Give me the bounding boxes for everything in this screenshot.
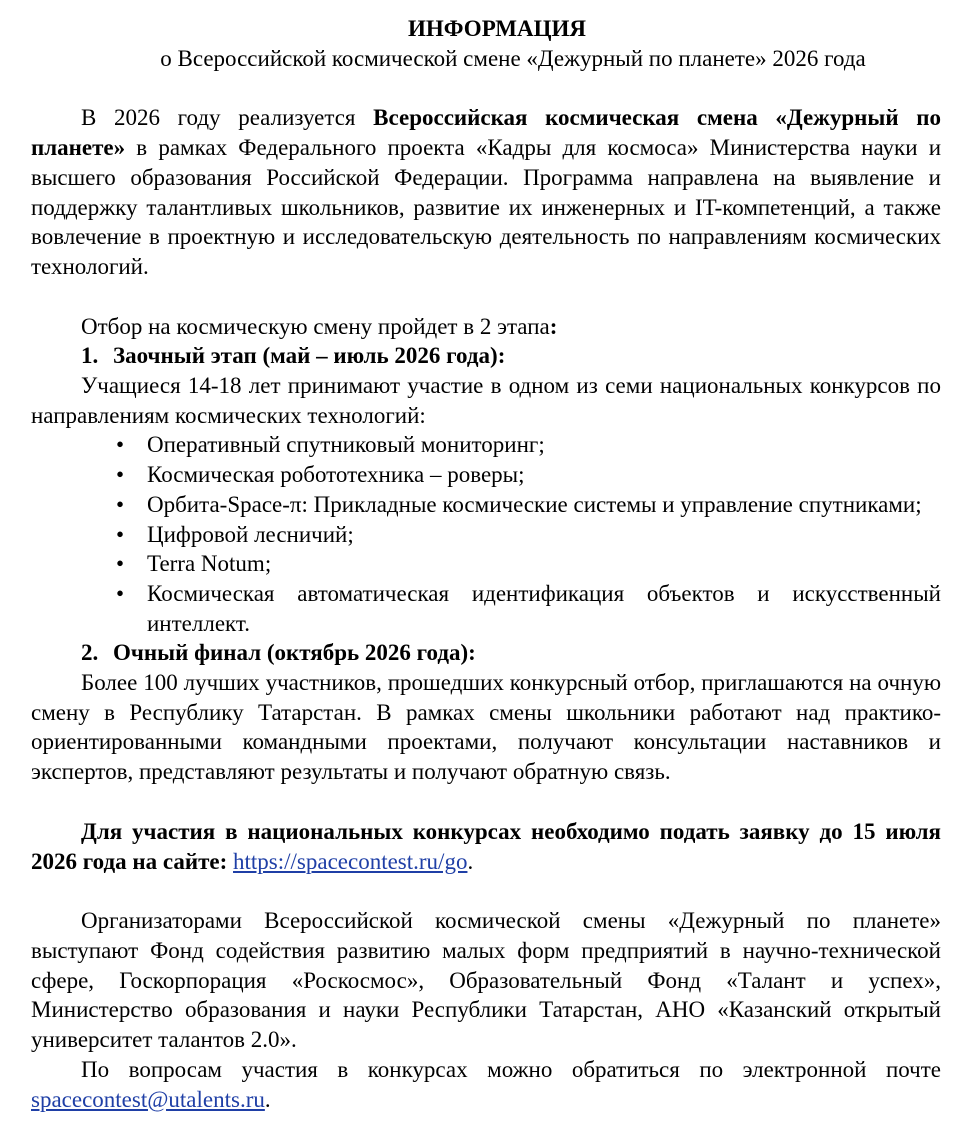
document-title: ИНФОРМАЦИЯ (407, 16, 587, 41)
contest-list-item: • Оперативный спутниковый мониторинг; (147, 430, 941, 460)
contest-list-item: • Космическая автоматическая идентификация объектов и искусственный интеллект. (147, 579, 941, 638)
spacer (31, 73, 941, 103)
application-deadline-text: Для участия в национальных конкурсах необходимо подать заявку до 15 июля 2026 года на сайте: (31, 818, 941, 874)
selection-lead (31, 312, 941, 342)
contest-list-item: • Terra Notum; (147, 549, 941, 579)
contest-list-item: • Цифровой лесничий; (147, 520, 941, 550)
contact-text: По вопросам участия в конкурсах можно обратиться по электронной почте (81, 1056, 941, 1082)
stage-2-heading (31, 638, 941, 668)
contact-paragraph (31, 1055, 941, 1114)
intro-bold-name: Всероссийская космическая смена «Дежурный по планете» (31, 105, 941, 161)
application-period: . (467, 848, 474, 874)
application-paragraph (31, 817, 941, 876)
spacer (31, 787, 941, 817)
stage-1-number: 1. (81, 343, 99, 369)
contact-email-link[interactable]: spacecontest@utalents.ru (31, 1086, 265, 1112)
stage-1-text: Учащиеся 14-18 лет принимают участие в одном из семи национальных конкурсов по направлениям космических технологий: (31, 373, 941, 428)
contact-period: . (264, 1086, 271, 1112)
stage-1-heading (31, 341, 941, 371)
document-subtitle: о Всероссийской космической смене «Дежурный по планете» 2026 года (160, 45, 866, 71)
spacer (31, 282, 941, 312)
contest-list (31, 430, 941, 638)
stage-2-title: Очный финал (октябрь 2026 года): (113, 640, 476, 666)
application-site-link[interactable]: https://spacecontest.ru/go (233, 848, 468, 874)
contest-list-item: • Орбита-Space-π: Прикладные космические системы и управление спутниками; (147, 490, 941, 520)
stage-1-title: Заочный этап (май – июль 2026 года): (113, 343, 506, 369)
contest-list-item: • Космическая робототехника – роверы; (147, 460, 941, 490)
selection-lead-colon: : (549, 313, 558, 339)
intro-text-start: В 2026 году реализуется (81, 105, 374, 131)
selection-lead-text: Отбор на космическую смену пройдет в 2 этапа (81, 313, 550, 339)
intro-text-end: в рамках Федерального проекта «Кадры для космоса» Министерства науки и высшего образования Российской Федерации. Программа направлена на выявление и поддержку талантливых школьников, развитие их инженерных и IT-компетенций, а также вовлечение в проектную и исследовательскую деятельность по направлениям космических технологий. (31, 135, 941, 279)
intro-paragraph (31, 103, 941, 281)
spacer (31, 876, 941, 906)
organizers-paragraph: Организаторами Всероссийской космической смены «Дежурный по планете» выступают Фонд содействия развитию малых форм предприятий в научно-технической сфере, Госкорпорация «Роскосмос», Образовательный Фонд «Талант и успех», Министерство образования и науки Республики Татарстан, АНО «Казанский открытый университет талантов 2.0». (31, 908, 941, 1053)
stage-2-text: Более 100 лучших участников, прошедших конкурсный отбор, приглашаются на очную смену в Республику Татарстан. В рамках смены школьники работают над практико-ориентированными командными проектами, получают консультации наставников и экспертов, представляют результаты и получают обратную связь. (31, 670, 941, 785)
stage-2-number: 2. (81, 640, 99, 666)
